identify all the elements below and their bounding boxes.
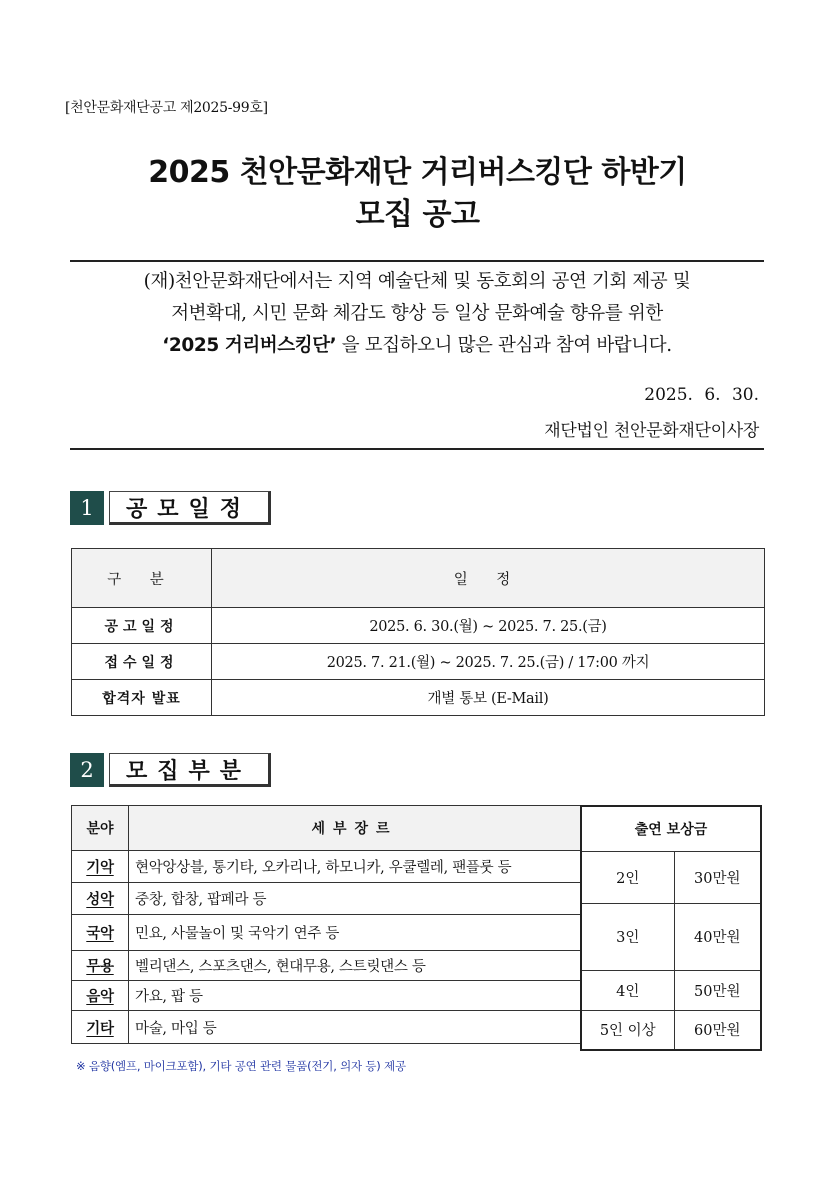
schedule-label: 공고일정 <box>72 608 212 644</box>
field-name: 기타 <box>86 1020 114 1037</box>
fee-amount: 50만원 <box>674 970 761 1010</box>
page-title <box>0 152 835 236</box>
section-1-heading <box>70 491 271 525</box>
genre-cell: 중창, 합창, 팝페라 등 <box>129 883 581 915</box>
fee-amount: 40만원 <box>674 903 761 970</box>
recruit-header-row <box>72 806 581 851</box>
divider-top <box>70 260 764 262</box>
table-row <box>72 608 765 644</box>
field-name: 국악 <box>86 926 114 942</box>
table-row <box>72 851 581 883</box>
section-2-title: 모집부분 <box>109 753 271 787</box>
schedule-label: 접수일정 <box>72 644 212 680</box>
section-2-number: 2 <box>70 753 104 787</box>
schedule-header-row <box>72 549 765 608</box>
table-row <box>72 1011 581 1044</box>
table-row <box>72 680 765 716</box>
footnote: ※ 음향(엠프, 마이크포함), 기타 공연 관련 물품(전기, 의자 등) 제공 <box>76 1059 406 1073</box>
schedule-value: 개별 통보 (E-Mail) <box>212 680 765 716</box>
genre-cell: 현악앙상블, 통기타, 오카리나, 하모니카, 우쿨렐레, 팬플룻 등 <box>129 851 581 883</box>
fee-header: 출연 보상금 <box>581 806 761 851</box>
genre-cell: 민요, 사물놀이 및 국악기 연주 등 <box>129 915 581 951</box>
section-2-heading <box>70 753 271 787</box>
table-row <box>72 883 581 915</box>
intro-emphasis: ‘2025 거리버스킹단’ <box>162 335 337 356</box>
schedule-header-category: 구 분 <box>72 549 212 608</box>
recruit-table <box>71 805 581 1044</box>
schedule-label: 합격자 발표 <box>72 680 212 716</box>
title-line-1: 2025 천안문화재단 거리버스킹단 하반기 <box>148 155 687 190</box>
field-name: 기악 <box>86 860 114 876</box>
fee-row <box>581 1010 761 1050</box>
intro-line-3-rest: 을 모집하오니 많은 관심과 참여 바랍니다. <box>336 335 672 356</box>
notice-date: 2025. 6. 30. <box>644 385 759 405</box>
fee-amount: 60만원 <box>674 1010 761 1050</box>
fee-row <box>581 903 761 970</box>
field-cell <box>72 915 129 951</box>
schedule-value: 2025. 6. 30.(월) ~ 2025. 7. 25.(금) <box>212 608 765 644</box>
field-cell <box>72 981 129 1011</box>
field-name: 무용 <box>86 959 114 975</box>
schedule-header-schedule: 일 정 <box>212 549 765 608</box>
title-line-2: 모집 공고 <box>355 197 480 232</box>
table-row <box>72 644 765 680</box>
genre-cell: 가요, 팝 등 <box>129 981 581 1011</box>
fee-header-row <box>581 806 761 851</box>
intro-line-3 <box>70 330 764 362</box>
field-cell <box>72 951 129 981</box>
section-1-number: 1 <box>70 491 104 525</box>
intro-line-1: (재)천안문화재단에서는 지역 예술단체 및 동호회의 공연 기회 제공 및 <box>143 271 691 292</box>
intro-line-2: 저변확대, 시민 문화 체감도 향상 등 일상 문화예술 향유를 위한 <box>171 303 663 324</box>
fee-row <box>581 851 761 903</box>
fee-people: 4인 <box>581 970 674 1010</box>
fee-table <box>580 805 762 1051</box>
genre-cell: 벨리댄스, 스포츠댄스, 현대무용, 스트릿댄스 등 <box>129 951 581 981</box>
field-cell <box>72 1011 129 1044</box>
fee-amount: 30만원 <box>674 851 761 903</box>
divider-bottom <box>70 448 764 450</box>
signer: 재단법인 천안문화재단이사장 <box>544 421 759 441</box>
fee-people: 2인 <box>581 851 674 903</box>
table-row <box>72 981 581 1011</box>
intro-paragraph <box>70 266 764 362</box>
genre-cell: 마술, 마입 등 <box>129 1011 581 1044</box>
recruit-header-genre: 세부장르 <box>129 806 581 851</box>
table-row <box>72 951 581 981</box>
field-name: 성악 <box>86 892 114 908</box>
field-cell <box>72 883 129 915</box>
notice-number: [천안문화재단공고 제2025-99호] <box>65 100 268 116</box>
fee-people: 3인 <box>581 903 674 970</box>
fee-row <box>581 970 761 1010</box>
schedule-table <box>71 548 765 716</box>
section-1-title: 공모일정 <box>109 491 271 525</box>
recruit-header-field: 분야 <box>72 806 129 851</box>
table-row <box>72 915 581 951</box>
field-name: 음악 <box>86 989 114 1005</box>
field-cell <box>72 851 129 883</box>
fee-people: 5인 이상 <box>581 1010 674 1050</box>
schedule-value: 2025. 7. 21.(월) ~ 2025. 7. 25.(금) / 17:00 까지 <box>212 644 765 680</box>
